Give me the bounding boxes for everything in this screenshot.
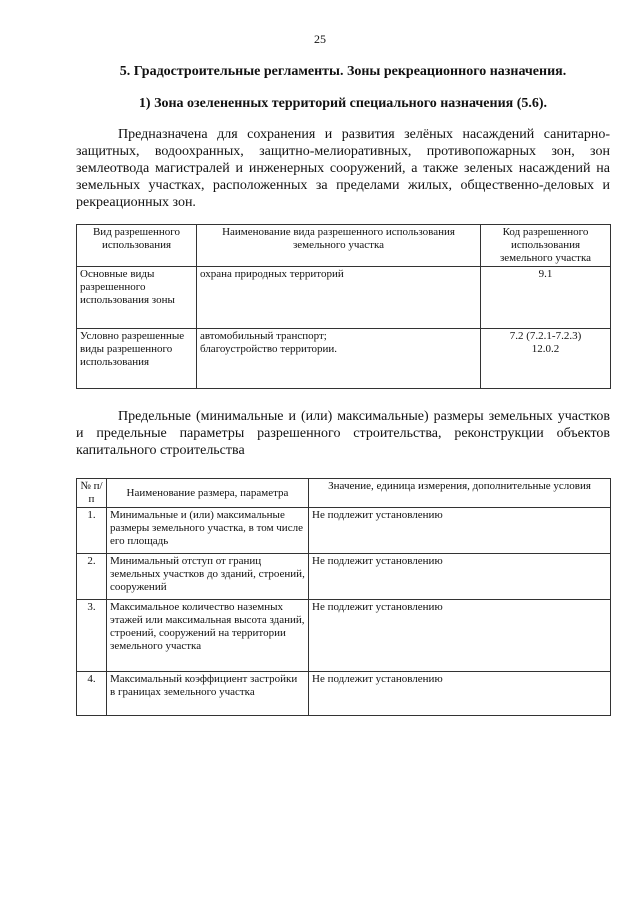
params-paragraph: Предельные (минимальные и (или) максимальные) размеры земельных участков и предельные параметры разрешенного строительства, реконструкции объектов капитального строительства <box>76 409 610 458</box>
column-header-param-name: Наименование размера, параметра <box>107 479 309 508</box>
table-row <box>77 600 611 672</box>
table-row <box>77 508 611 554</box>
intro-paragraph: Предназначена для сохранения и развития зелёных насаждений санитарно-защитных, водоохранных, защитно-мелиоративных, противопожарных зон, зон землеотвода магистралей и инженерных сооружений, а также зеленых насаждений на земельных участках, расположенных за пределами жилых, общественно-деловых и рекреационных зон. <box>76 127 610 210</box>
usage-code-cell: 9.1 <box>481 267 611 329</box>
section-heading: 5. Градостроительные регламенты. Зоны рекреационного назначения. <box>119 64 567 79</box>
table-row <box>77 554 611 600</box>
param-name-cell: Максимальный коэффициент застройки в границах земельного участка <box>107 672 309 716</box>
param-name-cell: Минимальный отступ от границ земельных участков до зданий, строений, сооружений <box>107 554 309 600</box>
usage-name-cell: охрана природных территорий <box>197 267 481 329</box>
param-name-cell: Максимальное количество наземных этажей или максимальная высота зданий, строений, сооружений на территории земельного участка <box>107 600 309 672</box>
row-number-cell: 4. <box>77 672 107 716</box>
param-value-cell: Не подлежит установлению <box>309 600 611 672</box>
param-value-cell: Не подлежит установлению <box>309 554 611 600</box>
column-header-number: № п/п <box>77 479 107 508</box>
column-header-name: Наименование вида разрешенного использования земельного участка <box>197 225 481 267</box>
row-number-cell: 1. <box>77 508 107 554</box>
row-number-cell: 3. <box>77 600 107 672</box>
usage-type-cell: Условно разрешенные виды разрешенного использования <box>77 329 197 389</box>
usage-type-cell: Основные виды разрешенного использования зоны <box>77 267 197 329</box>
table-header-row <box>77 479 611 508</box>
column-header-type: Вид разрешенного использования <box>77 225 197 267</box>
param-value-cell: Не подлежит установлению <box>309 672 611 716</box>
table-row <box>77 267 611 329</box>
row-number-cell: 2. <box>77 554 107 600</box>
table-header-row <box>77 225 611 267</box>
column-header-code: Код разрешенного использования земельного участка <box>481 225 611 267</box>
page-number: 25 <box>314 32 326 46</box>
params-table <box>76 478 611 716</box>
usage-table <box>76 224 611 389</box>
param-name-cell: Минимальные и (или) максимальные размеры земельного участка, в том числе его площадь <box>107 508 309 554</box>
zone-heading: 1) Зона озелененных территорий специального назначения (5.6). <box>138 96 548 111</box>
table-row <box>77 672 611 716</box>
usage-code-cell: 7.2 (7.2.1-7.2.3) 12.0.2 <box>481 329 611 389</box>
usage-name-cell: автомобильный транспорт; благоустройство территории. <box>197 329 481 389</box>
column-header-value: Значение, единица измерения, дополнительные условия <box>309 479 611 508</box>
table-row <box>77 329 611 389</box>
param-value-cell: Не подлежит установлению <box>309 508 611 554</box>
